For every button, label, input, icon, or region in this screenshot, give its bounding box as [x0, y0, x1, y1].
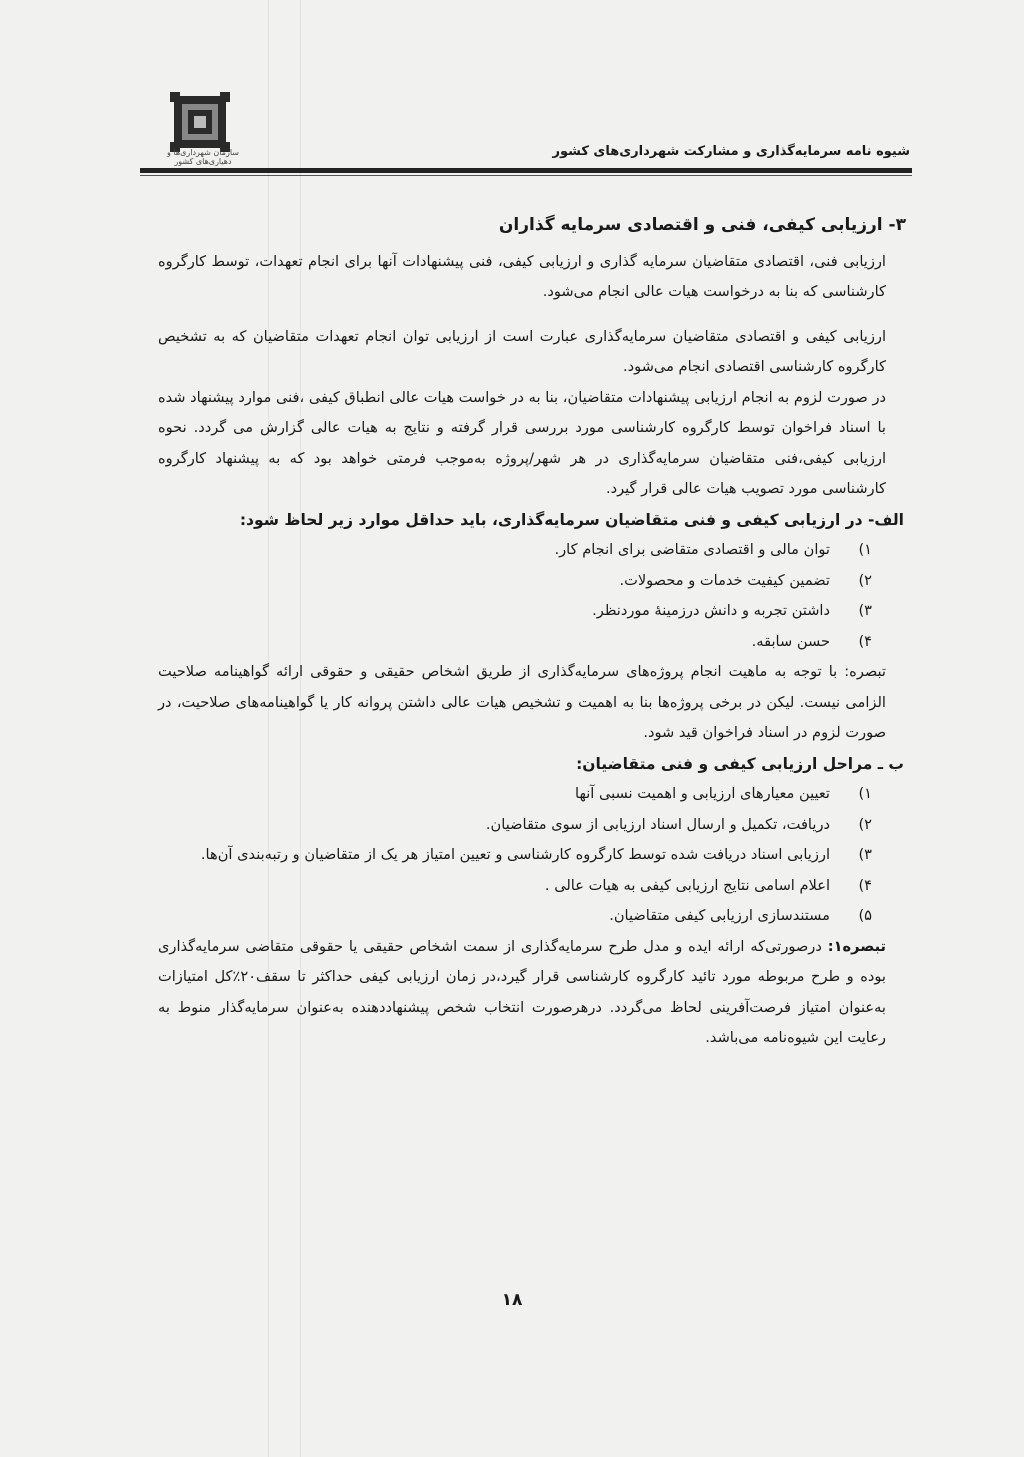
paragraph-3: در صورت لزوم به انجام ارزیابی پیشنهادات متقاضیان، بنا به در خواست هیات عالی انطباق کیفی ،فنی موارد پیشنهاد شده با اسناد فراخوان توسط کارگروه کارشناسی مورد بررسی قرار گرفته و نتایج به هیات عالی گزارش می گردد. نحوه ارزیابی کیفی،فنی متقاضیان سرمایه‌گذاری در هر شهر/پروژه به‌موجب فرمتی خواهد بود که به پیشنهاد کارگروه کارشناسی مورد تصویب هیات عالی قرار گیرد.	[158, 388, 886, 497]
paragraph-1: ارزیابی فنی، اقتصادی متقاضیان سرمایه گذاری و ارزیابی کیفی، فنی پیشنهادات آنها برای انجام تعهدات، توسط کارگروه کارشناسی که بنا به درخواست هیات عالی انجام می‌شود.	[158, 252, 886, 300]
list-item: ۴) حسن سابقه.	[751, 632, 872, 650]
list-b	[158, 779, 886, 932]
paragraph-2: ارزیابی کیفی و اقتصادی متقاضیان سرمایه‌گذاری عبارت است از ارزیابی توان انجام تعهدات متقاضیان که به تشخیص کارگروه کارشناسی اقتصادی انجام می‌شود.	[158, 327, 886, 375]
header-divider	[140, 168, 912, 173]
logo-caption: سازمان شهرداری‌ها و دهیاری‌های کشور	[167, 148, 239, 166]
list-item: ۵) مستندسازی ارزیابی کیفی متقاضیان.	[609, 907, 872, 924]
subsection-a-heading: الف- در ارزیابی کیفی و فنی متقاضیان سرمایه‌گذاری، باید حداقل موارد زیر لحاظ شود:	[239, 510, 904, 529]
header-title: شیوه نامه سرمایه‌گذاری و مشارکت شهرداری‌های کشور	[552, 144, 910, 159]
note-1-text: درصورتی‌که ارائه ایده و مدل طرح سرمایه‌گذاری از سمت اشخاص حقیقی یا حقوقی متقاضی سرمایه‌گذاری بوده و طرح مربوطه مورد تائید کارگروه کارشناسی قرار گیرد،در زمان ارزیابی کیفی حداکثر تا سقف۲۰٪کل امتیازات به‌عنوان امتیاز فرصت‌آفرینی لحاظ می‌گردد. درهرصورت انتخاب شخص پیشنهاددهنده به‌عنوان سرمایه‌گذار منوط به رعایت این شیوه‌نامه می‌باشد.	[158, 937, 886, 1046]
document-body	[158, 210, 906, 1054]
list-item: ۳) ارزیابی اسناد دریافت شده توسط کارگروه کارشناسی و تعیین امتیاز هر یک از متقاضیان و رتبه‌بندی آن‌ها.	[200, 846, 872, 863]
list-item: ۳) داشتن تجربه و دانش درزمینهٔ موردنظر.	[592, 602, 872, 619]
section-heading: ۳- ارزیابی کیفی، فنی و اقتصادی سرمایه گذاران	[498, 215, 906, 235]
subsection-b-heading: ب ـ مراحل ارزیابی کیفی و فنی متقاضیان:	[576, 754, 904, 773]
note-1-label: تبصره۱:	[827, 937, 887, 955]
note-a: تبصره: با توجه به ماهیت انجام پروژه‌های سرمایه‌گذاری از طریق اشخاص حقیقی و حقوقی ارائه گواهینامه صلاحیت الزامی نیست. لیکن در برخی پروژه‌ها بنا به اهمیت و تشخیص هیات عالی داشتن پروانه کار یا گواهینامه‌های صلاحیت، در صورت لزوم در اسناد فراخوان قید شود.	[158, 663, 886, 741]
page-number: ۱۸	[501, 1290, 523, 1310]
list-item: ۱) تعیین معیارهای ارزیابی و اهمیت نسبی آنها	[575, 785, 872, 802]
list-a	[158, 535, 886, 657]
list-item: ۴) اعلام اسامی نتایج ارزیابی کیفی به هیات عالی .	[544, 876, 872, 894]
list-item: ۲) تضمین کیفیت خدمات و محصولات.	[619, 571, 872, 589]
header-divider-thin	[140, 175, 912, 176]
list-item: ۱) توان مالی و اقتصادی متقاضی برای انجام کار.	[554, 541, 872, 558]
note-1	[158, 932, 886, 1054]
list-item: ۲) دریافت، تکمیل و ارسال اسناد ارزیابی از سوی متقاضیان.	[485, 815, 872, 833]
